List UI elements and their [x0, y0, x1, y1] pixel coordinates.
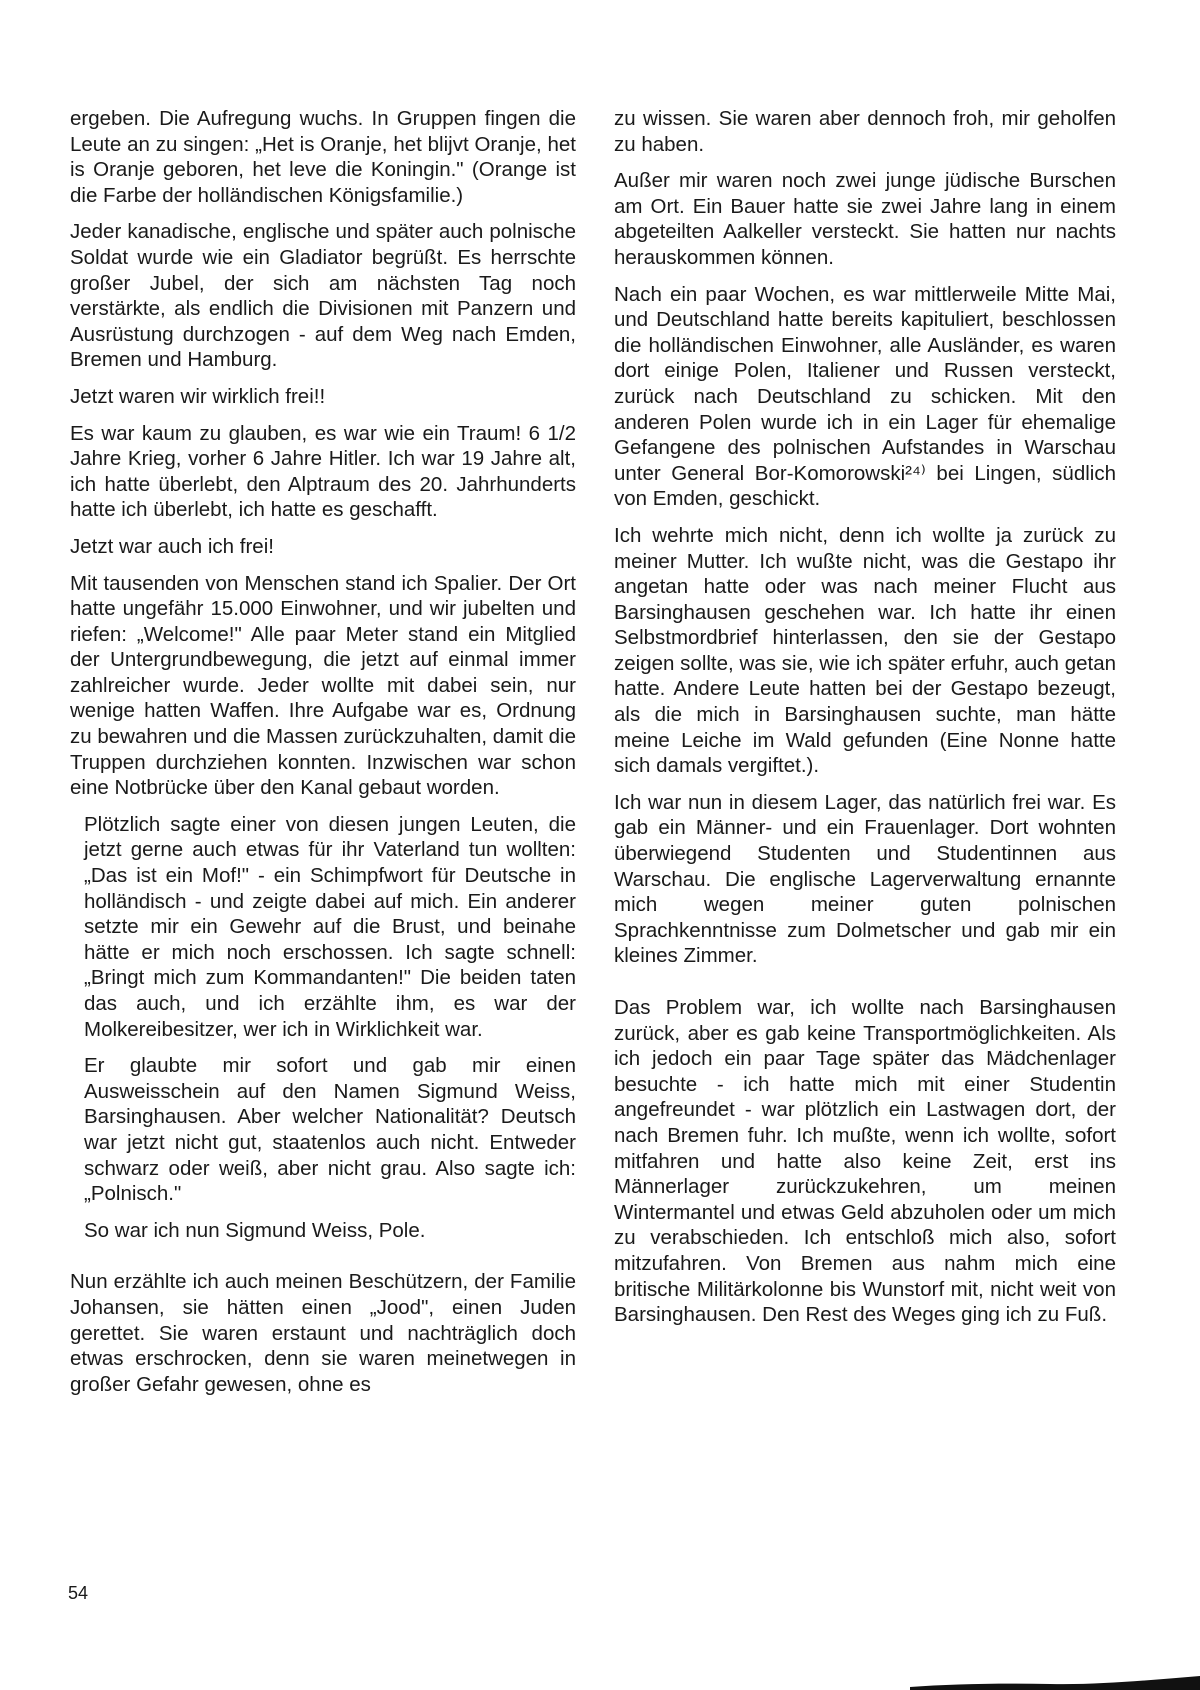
scan-edge-shape [910, 1676, 1200, 1690]
paragraph: Jeder kanadische, englische und später auch polnische Soldat wurde wie ein Gladiator begrüßt. Es herrschte großer Jubel, der sich am nächsten Tag noch verstärkte, als endlich die Divisionen mit Panzern und Ausrüstung durchzogen - auf dem Weg nach Emden, Bremen und Hamburg. [70, 220, 576, 372]
paragraph: Ich wehrte mich nicht, denn ich wollte ja zurück zu meiner Mutter. Ich wußte nicht, was die Gestapo ihr angetan hatte oder was nach meiner Flucht aus Barsinghausen geschehen war. Ich hatte ihr einen Selbstmordbrief hinterlassen, den sie der Gestapo zeigen sollte, was sie, wie ich später erfuhr, auch getan hatte. Andere Leute hatten bei der Gestapo bezeugt, als die mich in Barsinghausen suchte, man hätte meine Leiche im Wald gefunden (Eine Nonne hatte sich damals vergiftet.). [614, 523, 1116, 778]
paragraph: Jetzt waren wir wirklich frei!! [70, 384, 326, 408]
paragraph: Mit tausenden von Menschen stand ich Spalier. Der Ort hatte ungefähr 15.000 Einwohner, und wir jubelten und riefen: „Welcome!" Alle paar Meter stand ein Mitglied der Untergrundbewegung, die jetzt auf einmal immer zahlreicher wurde. Jeder wollte mit dabei sein, nur wenige hatten Waffen. Ihre Aufgabe war es, Ordnung zu bewahren und die Massen zurückzuhalten, damit die Truppen durchziehen konnten. Inzwischen war schon eine Notbrücke über den Kanal gebaut worden. [70, 571, 576, 800]
paragraph: Plötzlich sagte einer von diesen jungen Leuten, die jetzt gerne auch etwas für ihr Vaterland tun wollten: „Das ist ein Mof!" - ein Schimpfwort für Deutsche in holländisch - und zeigte dabei auf mich. Ein anderer setzte mir ein Gewehr auf die Brust, und beinahe hätte er mich noch erschossen. Ich sagte schnell: „Bringt mich zum Kommandanten!" Die beiden taten das auch, und ich erzählte ihm, es war der Molkereibesitzer, wer ich in Wirklichkeit war. [84, 812, 576, 1041]
paragraph: Jetzt war auch ich frei! [70, 534, 274, 558]
paragraph: Er glaubte mir sofort und gab mir einen Ausweisschein auf den Namen Sigmund Weiss, Barsinghausen. Aber welcher Nationalität? Deutsch war jetzt nicht gut, staatenlos auch nicht. Entweder schwarz oder weiß, aber nicht grau. Also sagte ich: „Polnisch." [84, 1054, 576, 1206]
scan-edge-shadow [910, 1672, 1200, 1690]
paragraph: Nun erzählte ich auch meinen Beschützern, der Familie Johansen, sie hätten einen „Jood", einen Juden gerettet. Sie waren erstaunt und nachträglich doch etwas erschrocken, denn sie waren meinetwegen in großer Gefahr gewesen, ohne es [70, 1270, 576, 1396]
left-text-column [70, 106, 576, 1408]
paragraph: zu wissen. Sie waren aber dennoch froh, mir geholfen zu haben. [614, 107, 1116, 156]
right-text-column [614, 106, 1116, 1339]
paragraph: Nach ein paar Wochen, es war mittlerweile Mitte Mai, und Deutschland hatte bereits kapituliert, beschlossen die holländischen Einwohner, alle Ausländer, es waren dort einige Polen, Italiener und Russen versteckt, zurück nach Deutschland zu schicken. Mit den anderen Polen wurde ich in ein Lager für ehemalige Gefangene des polnischen Aufstandes in Warschau unter General Bor-Komorowski²⁴⁾ bei Lingen, südlich von Emden, geschickt. [614, 282, 1116, 511]
page-number: 54 [68, 1583, 89, 1603]
paragraph: Außer mir waren noch zwei junge jüdische Burschen am Ort. Ein Bauer hatte sie zwei Jahre lang in einem abgeteilten Aalkeller versteckt. Sie hatten nur nachts herauskommen können. [614, 169, 1116, 269]
paragraph: Ich war nun in diesem Lager, das natürlich frei war. Es gab ein Männer- und ein Frauenlager. Dort wohnten überwiegend Studenten und Studentinnen aus Warschau. Die englische Lagerverwaltung ernannte mich wegen meiner guten polnischen Sprachkenntnisse zum Dolmetscher und gab mir ein kleines Zimmer. [614, 790, 1116, 968]
paragraph: ergeben. Die Aufregung wuchs. In Gruppen fingen die Leute an zu singen: „Het is Oranje, het blijvt Oranje, het is Oranje geboren, het leve die Koningin." (Orange ist die Farbe der holländischen Königsfamilie.) [70, 107, 576, 207]
paragraph: So war ich nun Sigmund Weiss, Pole. [84, 1218, 426, 1242]
paragraph: Es war kaum zu glauben, es war wie ein Traum! 6 1/2 Jahre Krieg, vorher 6 Jahre Hitler. Ich war 19 Jahre alt, ich hatte überlebt, den Alptraum des 20. Jahrhunderts hatte ich überlebt, ich hatte es geschafft. [70, 421, 576, 522]
paragraph: Das Problem war, ich wollte nach Barsinghausen zurück, aber es gab keine Transportmöglichkeiten. Als ich jedoch ein paar Tage später das Mädchenlager besuchte - ich hatte mich mit einer Studentin angefreundet - war plötzlich ein Lastwagen dort, der nach Bremen fuhr. Ich mußte, wenn ich wollte, sofort mitfahren und hatte also keine Zeit, erst ins Männerlager zurückzukehren, um meinen Wintermantel und etwas Geld abzuholen oder um mich zu verabschieden. Ich entschloß mich also, sofort mitzufahren. Von Bremen aus nahm mich eine britische Militärkolonne bis Wunstorf mit, nicht weit von Barsinghausen. Den Rest des Weges ging ich zu Fuß. [614, 996, 1116, 1327]
